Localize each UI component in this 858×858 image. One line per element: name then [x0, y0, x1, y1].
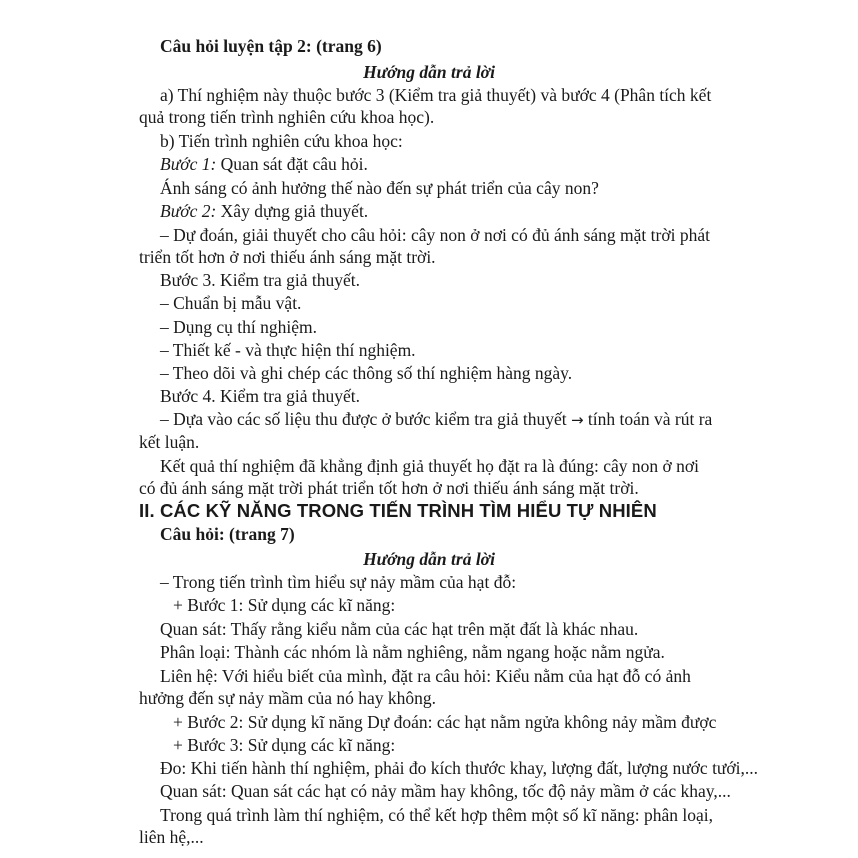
- step-1-label: Bước 1:: [160, 154, 217, 174]
- skill-step-2: + Bước 2: Sử dụng kĩ năng Dự đoán: các hạt nằm ngửa không nảy mầm được: [173, 712, 717, 732]
- step-2-line: [160, 200, 368, 222]
- analysis-line-2: kết luận.: [139, 432, 200, 452]
- measure-skill: Đo: Khi tiến hành thí nghiệm, phải đo kích thước khay, lượng đất, lượng nước tưới,...: [160, 758, 759, 778]
- hypothesis-line-2: triển tốt hơn ở nơi thiếu ánh sáng mặt trời.: [139, 247, 436, 267]
- section-2-title: II. CÁC KỸ NĂNG TRONG TIẾN TRÌNH TÌM HIỂU TỰ NHIÊN: [139, 500, 657, 521]
- design-item: – Thiết kế - và thực hiện thí nghiệm.: [160, 340, 416, 360]
- classify-skill: Phân loại: Thành các nhóm là nằm nghiêng, nằm ngang hoặc nằm ngửa.: [160, 642, 665, 662]
- section-2-guide-heading: Hướng dẫn trả lời: [363, 549, 495, 569]
- step-2-text: Xây dựng giả thuyết.: [216, 201, 369, 221]
- research-question: Ánh sáng có ảnh hưởng thế nào đến sự phát triển của cây non?: [160, 178, 599, 198]
- combine-skills-line-1: Trong quá trình làm thí nghiệm, có thể kết hợp thêm một số kĩ năng: phân loại,: [160, 805, 713, 825]
- skill-step-1: + Bước 1: Sử dụng các kĩ năng:: [173, 595, 396, 615]
- answer-a-line-1: a) Thí nghiệm này thuộc bước 3 (Kiểm tra giả thuyết) và bước 4 (Phân tích kết: [160, 85, 712, 105]
- step-1-line: [160, 153, 368, 175]
- observe-skill: Quan sát: Thấy rằng kiểu nằm của các hạt trên mặt đất là khác nhau.: [160, 619, 639, 639]
- skill-step-3: + Bước 3: Sử dụng các kĩ năng:: [173, 735, 396, 755]
- germination-intro: – Trong tiến trình tìm hiểu sự nảy mầm của hạt đỗ:: [160, 572, 517, 592]
- step-2-label: Bước 2:: [160, 201, 217, 221]
- analysis-text-b: tính toán và rút ra: [583, 409, 713, 429]
- relate-skill-line-2: hưởng đến sự nảy mầm của nó hay không.: [139, 688, 436, 708]
- right-arrow-icon: →: [570, 411, 584, 429]
- step-4-line: Bước 4. Kiểm tra giả thuyết.: [160, 386, 361, 406]
- analysis-text-a: – Dựa vào các số liệu thu được ở bước kiểm tra giả thuyết: [160, 409, 571, 429]
- analysis-line-1: [160, 408, 712, 431]
- relate-skill-line-1: Liên hệ: Với hiểu biết của mình, đặt ra câu hỏi: Kiểu nằm của hạt đỗ có ảnh: [160, 666, 691, 686]
- answer-a-line-2: quả trong tiến trình nghiên cứu khoa học).: [139, 107, 435, 127]
- prepare-samples-item: – Chuẩn bị mẫu vật.: [160, 293, 302, 313]
- step-3-line: Bước 3. Kiểm tra giả thuyết.: [160, 270, 361, 290]
- hypothesis-line-1: – Dự đoán, giải thuyết cho câu hỏi: cây non ở nơi có đủ ánh sáng mặt trời phát: [160, 225, 710, 245]
- result-line-2: có đủ ánh sáng mặt trời phát triển tốt hơn ở nơi thiếu ánh sáng mặt trời.: [139, 478, 639, 498]
- step-1-text: Quan sát đặt câu hỏi.: [216, 154, 368, 174]
- result-line-1: Kết quả thí nghiệm đã khẳng định giả thuyết họ đặt ra là đúng: cây non ở nơi: [160, 456, 700, 476]
- practice-2-guide-heading: Hướng dẫn trả lời: [363, 62, 495, 82]
- answer-b-title: b) Tiến trình nghiên cứu khoa học:: [160, 131, 403, 151]
- monitor-item: – Theo dõi và ghi chép các thông số thí nghiệm hàng ngày.: [160, 363, 573, 383]
- observe-skill-2: Quan sát: Quan sát các hạt có nảy mầm hay không, tốc độ nảy mầm ở các khay,...: [160, 781, 731, 801]
- practice-2-heading: Câu hỏi luyện tập 2: (trang 6): [160, 36, 382, 56]
- tools-item: – Dụng cụ thí nghiệm.: [160, 317, 317, 337]
- section-2-question-heading: Câu hỏi: (trang 7): [160, 524, 295, 544]
- combine-skills-line-2: liên hệ,...: [139, 827, 204, 847]
